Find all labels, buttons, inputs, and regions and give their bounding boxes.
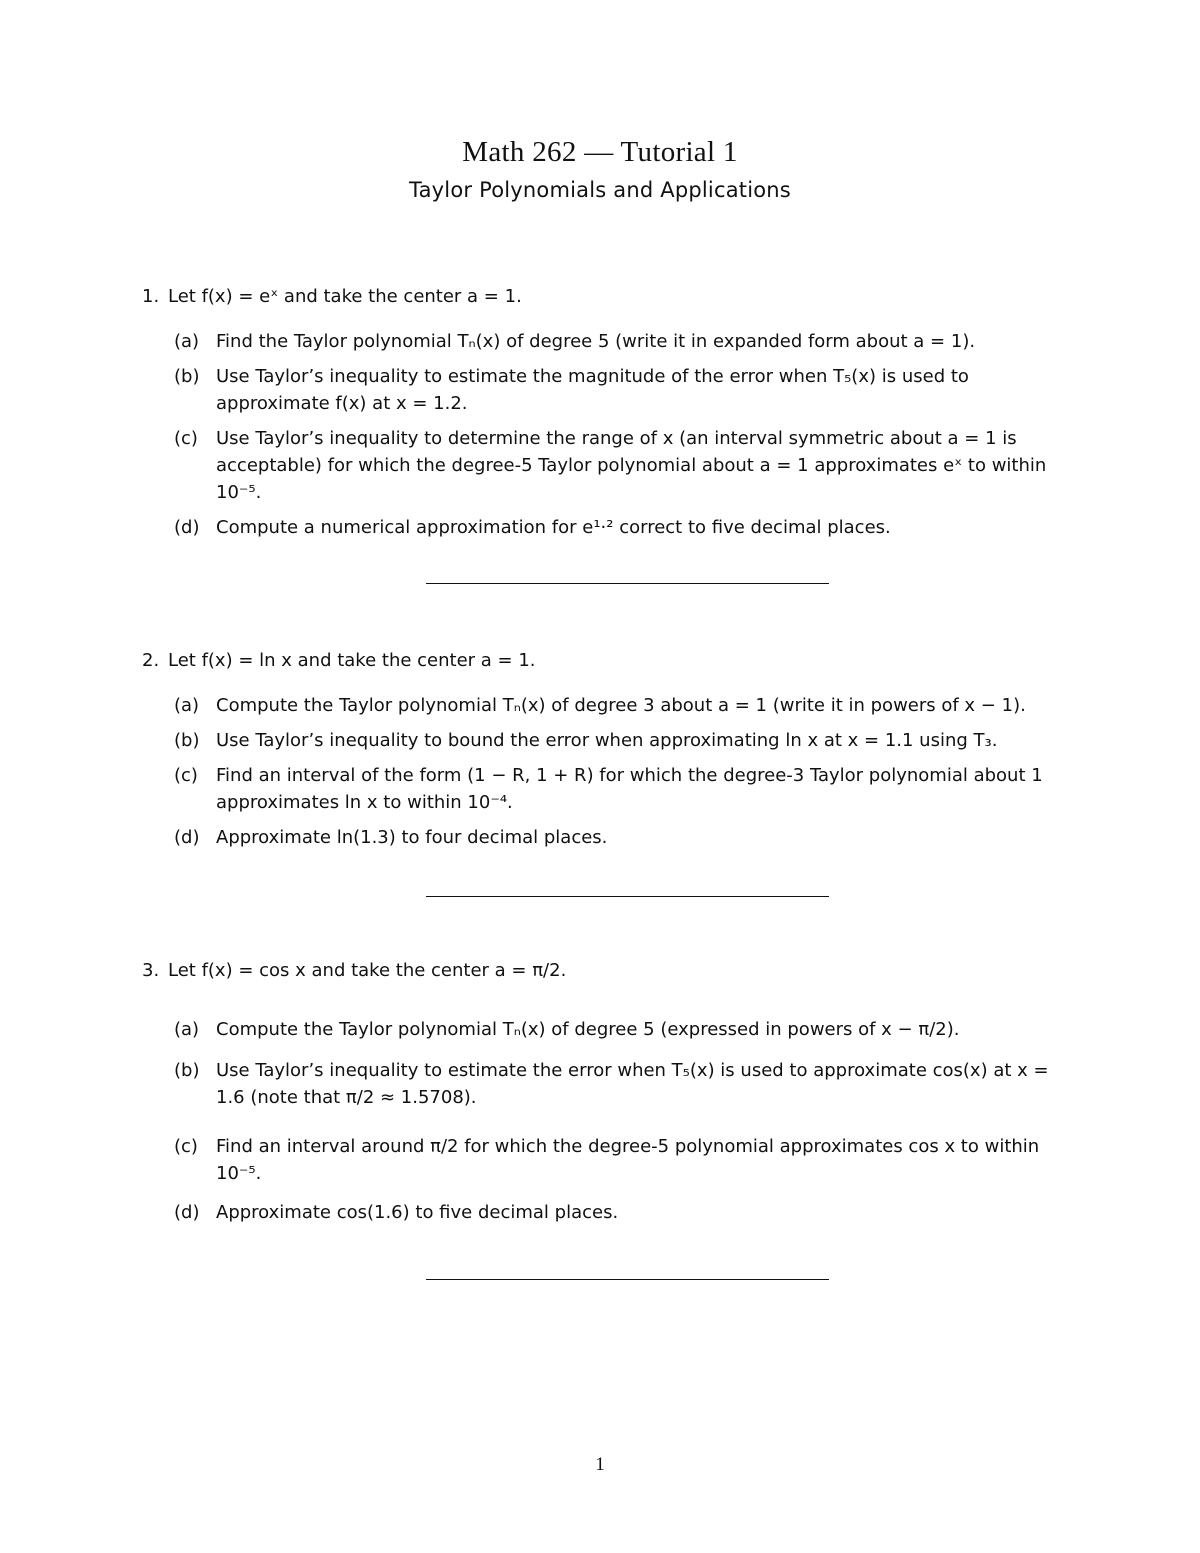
page-title: Math 262 — Tutorial 1 <box>462 136 738 168</box>
section-divider <box>426 896 829 897</box>
part-label: (d) <box>174 517 200 538</box>
page-number: 1 <box>595 1454 605 1475</box>
problem-part <box>142 727 1072 754</box>
part-label: (a) <box>174 1019 200 1040</box>
section-divider <box>426 583 829 584</box>
part-label: (d) <box>174 1202 200 1223</box>
part-text: Find an interval around π/2 for which the degree-5 polynomial approximates cos x to within 10⁻⁵. <box>216 1136 1040 1184</box>
part-text: Compute the Taylor polynomial Tₙ(x) of degree 3 about a = 1 (write it in powers of x − 1). <box>216 695 1026 716</box>
problem-part <box>142 425 1072 506</box>
part-text: Find the Taylor polynomial Tₙ(x) of degree 5 (write it in expanded form about a = 1). <box>216 331 976 352</box>
part-label: (c) <box>174 428 198 449</box>
part-label: (b) <box>174 366 200 387</box>
page-subtitle: Taylor Polynomials and Applications <box>409 178 791 202</box>
part-text: Find an interval of the form (1 − R, 1 + R) for which the degree-3 Taylor polynomial about 1 approximates ln x to within 10⁻⁴. <box>216 765 1043 813</box>
problem-part <box>142 1016 1072 1043</box>
problem-statement <box>142 958 1072 984</box>
part-label: (a) <box>174 695 200 716</box>
part-label: (c) <box>174 765 198 786</box>
part-label: (d) <box>174 827 200 848</box>
part-text: Compute the Taylor polynomial Tₙ(x) of degree 5 (expressed in powers of x − π/2). <box>216 1019 960 1040</box>
part-text: Compute a numerical approximation for e¹·² correct to five decimal places. <box>216 517 891 538</box>
part-text: Use Taylor’s inequality to estimate the error when T₅(x) is used to approximate cos(x) at x = 1.6 (note that π/2 ≈ 1.5708). <box>216 1060 1049 1108</box>
problem-part <box>142 1199 1072 1226</box>
part-text: Use Taylor’s inequality to bound the error when approximating ln x at x = 1.1 using T₃. <box>216 730 998 751</box>
part-text: Approximate cos(1.6) to five decimal places. <box>216 1202 619 1223</box>
problem-part <box>142 1057 1072 1111</box>
problem-part <box>142 824 1072 851</box>
part-label: (a) <box>174 331 200 352</box>
problem-part <box>142 1133 1072 1187</box>
problem-number: 2. <box>142 650 160 671</box>
problem-part <box>142 363 1072 417</box>
problem-statement <box>142 284 1072 310</box>
problem-statement-text: Let f(x) = eˣ and take the center a = 1. <box>168 286 522 307</box>
part-label: (c) <box>174 1136 198 1157</box>
problem-statement-text: Let f(x) = cos x and take the center a = π/2. <box>168 960 567 981</box>
problem-part <box>142 762 1072 816</box>
problem-part <box>142 692 1072 719</box>
problem-statement <box>142 648 1072 674</box>
part-text: Use Taylor’s inequality to estimate the magnitude of the error when T₅(x) is used to approximate f(x) at x = 1.2. <box>216 366 969 414</box>
part-text: Use Taylor’s inequality to determine the range of x (an interval symmetric about a = 1 is acceptable) for which the degree-5 Taylor polynomial about a = 1 approximates eˣ to within 10⁻⁵. <box>216 428 1047 503</box>
problem-number: 1. <box>142 286 160 307</box>
part-label: (b) <box>174 1060 200 1081</box>
problem-number: 3. <box>142 960 160 981</box>
problem-3 <box>142 958 1072 1226</box>
section-divider <box>426 1279 829 1280</box>
problem-1 <box>142 284 1072 541</box>
part-text: Approximate ln(1.3) to four decimal places. <box>216 827 608 848</box>
part-label: (b) <box>174 730 200 751</box>
problem-statement-text: Let f(x) = ln x and take the center a = 1. <box>168 650 536 671</box>
problem-2 <box>142 648 1072 851</box>
problem-part <box>142 514 1072 541</box>
problem-part <box>142 328 1072 355</box>
